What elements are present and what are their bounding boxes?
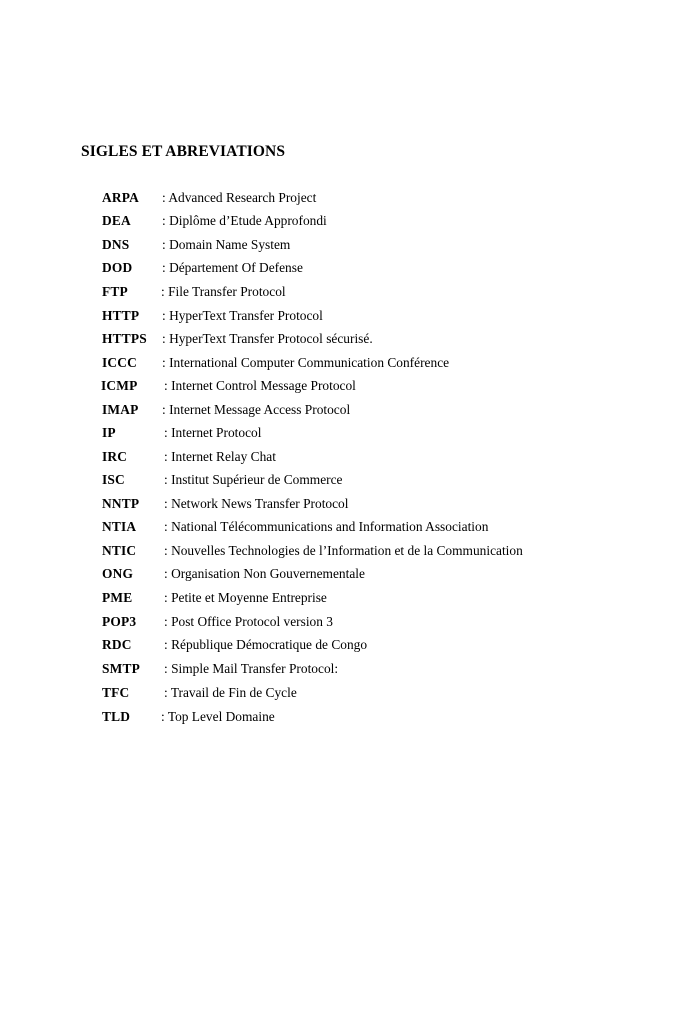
abbreviation-definition: : Petite et Moyenne Entreprise [164, 590, 327, 605]
abbreviation-definition: : Institut Supérieur de Commerce [164, 472, 343, 487]
abbreviation-term: IRC [102, 449, 128, 464]
abbreviation-definition: : Top Level Domaine [161, 709, 275, 724]
abbreviation-row [0, 449, 700, 471]
abbreviation-term: PME [102, 590, 133, 605]
abbreviation-row [0, 331, 700, 353]
abbreviation-row [0, 213, 700, 235]
abbreviation-definition: : Diplôme d’Etude Approfondi [162, 213, 327, 228]
abbreviation-term: FTP [102, 284, 128, 299]
abbreviation-definition: : Internet Relay Chat [164, 449, 276, 464]
abbreviation-definition: : Advanced Research Project [162, 190, 317, 205]
abbreviation-term: ISC [102, 472, 125, 487]
abbreviation-row [0, 543, 700, 565]
abbreviation-definition: : Organisation Non Gouvernementale [164, 566, 365, 581]
abbreviation-row [0, 685, 700, 707]
abbreviation-row [0, 519, 700, 541]
abbreviation-definition: : Domain Name System [162, 237, 291, 252]
abbreviation-term: TLD [102, 709, 131, 724]
abbreviation-definition: : File Transfer Protocol [161, 284, 286, 299]
abbreviation-definition: : HyperText Transfer Protocol sécurisé. [162, 331, 373, 346]
abbreviation-definition: : Nouvelles Technologies de l’Information et de la Communication [164, 543, 523, 558]
abbreviation-definition: : Simple Mail Transfer Protocol: [164, 661, 339, 676]
abbreviation-row [0, 378, 700, 400]
abbreviation-row [0, 355, 700, 377]
abbreviation-definition: : Département Of Defense [162, 260, 303, 275]
abbreviation-definition: : Post Office Protocol version 3 [164, 614, 333, 629]
abbreviation-row [0, 637, 700, 659]
abbreviation-row [0, 472, 700, 494]
abbreviation-definition: : Internet Message Access Protocol [162, 402, 351, 417]
abbreviation-definition: : Internet Protocol [164, 425, 262, 440]
abbreviation-term: TFC [102, 685, 130, 700]
abbreviation-definition: : HyperText Transfer Protocol [162, 308, 323, 323]
abbreviation-term: ARPA [102, 190, 139, 205]
abbreviation-term: ICCC [102, 355, 138, 370]
abbreviation-term: IMAP [102, 402, 139, 417]
abbreviation-row [0, 308, 700, 330]
abbreviation-term: NTIA [102, 519, 137, 534]
abbreviation-term: ONG [102, 566, 134, 581]
abbreviation-row [0, 709, 700, 731]
abbreviation-term: DNS [102, 237, 130, 252]
abbreviation-term: POP3 [102, 614, 137, 629]
abbreviation-term: ICMP [101, 378, 138, 393]
abbreviation-definition: : Network News Transfer Protocol [164, 496, 349, 511]
page-title: SIGLES ET ABREVIATIONS [81, 143, 286, 160]
abbreviation-row [0, 590, 700, 612]
abbreviation-row [0, 496, 700, 518]
abbreviation-definition: : Internet Control Message Protocol [164, 378, 356, 393]
abbreviation-row [0, 614, 700, 636]
abbreviation-row [0, 402, 700, 424]
abbreviation-term: DOD [102, 260, 133, 275]
abbreviation-row [0, 260, 700, 282]
abbreviation-row [0, 425, 700, 447]
abbreviation-term: IP [102, 425, 116, 440]
abbreviation-term: DEA [102, 213, 131, 228]
abbreviation-term: SMTP [102, 661, 140, 676]
abbreviation-definition: : République Démocratique de Congo [164, 637, 368, 652]
abbreviation-row [0, 237, 700, 259]
abbreviation-term: HTTPS [102, 331, 147, 346]
abbreviation-term: RDC [102, 637, 132, 652]
abbreviation-term: HTTP [102, 308, 140, 323]
abbreviation-row [0, 190, 700, 212]
abbreviation-row [0, 661, 700, 683]
abbreviation-row [0, 284, 700, 306]
abbreviation-term: NNTP [102, 496, 140, 511]
abbreviation-term: NTIC [102, 543, 137, 558]
abbreviation-definition: : Travail de Fin de Cycle [164, 685, 297, 700]
abbreviation-definition: : International Computer Communication Conférence [162, 355, 450, 370]
abbreviation-row [0, 566, 700, 588]
abbreviation-definition: : National Télécommunications and Information Association [164, 519, 489, 534]
